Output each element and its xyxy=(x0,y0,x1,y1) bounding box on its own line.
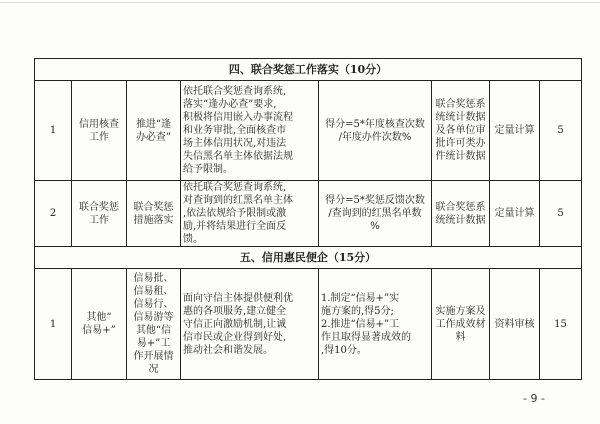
evaluation-content: 推进“逢 办必查” xyxy=(127,81,181,181)
evaluation-requirement: 依托联合奖惩查询系统, 落实“逢办必查”要求, 积极将信用嵌入办事流程 和业务审批,全面核查市 场主体信用状况,对违法 失信黑名单主体依据法规 给予限制。 xyxy=(181,81,319,181)
evaluation-content: 信易批、 信易租、 信易行、 信易游等 其他“信 易+”工 作开展情 况 xyxy=(127,269,181,380)
data-source: 联合奖惩系 统统计数据 及各单位审 批许可类办 件统计数据 xyxy=(432,81,490,181)
data-source: 实施方案及 工作成效材 料 xyxy=(432,269,490,380)
scoring-rule: 得分=5*奖惩反馈次数 /查询到的红黑名单数 % xyxy=(319,181,432,247)
table-row xyxy=(35,181,582,247)
evaluation-table xyxy=(34,58,582,380)
evaluation-item: 联合奖惩 工作 xyxy=(72,181,127,247)
data-source: 联合奖惩系 统统计数据 xyxy=(432,181,490,247)
evaluation-requirement: 依托联合奖惩查询系统, 对查询到的红黑名单主体 ,依法依规给予限制或激 励,并将结果进行全面反 馈。 xyxy=(181,181,319,247)
evaluation-requirement: 面向守信主体提供便利优 惠的各项服务,建立健全 守信正向激励机制,让诚 信市民或企业得到好处, 推动社会和谐发展。 xyxy=(181,269,319,380)
evaluation-item: 信用核查 工作 xyxy=(72,81,127,181)
evaluation-content: 联合奖惩 措施落实 xyxy=(127,181,181,247)
row-number: 1 xyxy=(35,269,72,380)
scoring-rule: 得分=5*年度核查次数 /年度办件次数% xyxy=(319,81,432,181)
page-edge-line xyxy=(0,2,600,3)
section-title: 四、联合奖惩工作落实（10分） xyxy=(35,59,582,81)
evaluation-method: 资料审核 xyxy=(490,269,540,380)
score-value: 5 xyxy=(540,181,582,247)
row-number: 2 xyxy=(35,181,72,247)
table-row xyxy=(35,81,582,181)
scoring-rule: 1.制定“信易+”实 施方案的,得5分; 2.推进“信易+”工 作且取得显著成效的 ,得10分。 xyxy=(319,269,432,380)
table-row xyxy=(35,269,582,380)
evaluation-method: 定量计算 xyxy=(490,181,540,247)
evaluation-item: 其他“ 信易+” xyxy=(72,269,127,380)
score-value: 5 xyxy=(540,81,582,181)
score-value: 15 xyxy=(540,269,582,380)
section-title: 五、信用惠民便企（15分） xyxy=(35,247,582,269)
row-number: 1 xyxy=(35,81,72,181)
evaluation-method: 定量计算 xyxy=(490,81,540,181)
page-number: - 9 - xyxy=(523,392,545,405)
